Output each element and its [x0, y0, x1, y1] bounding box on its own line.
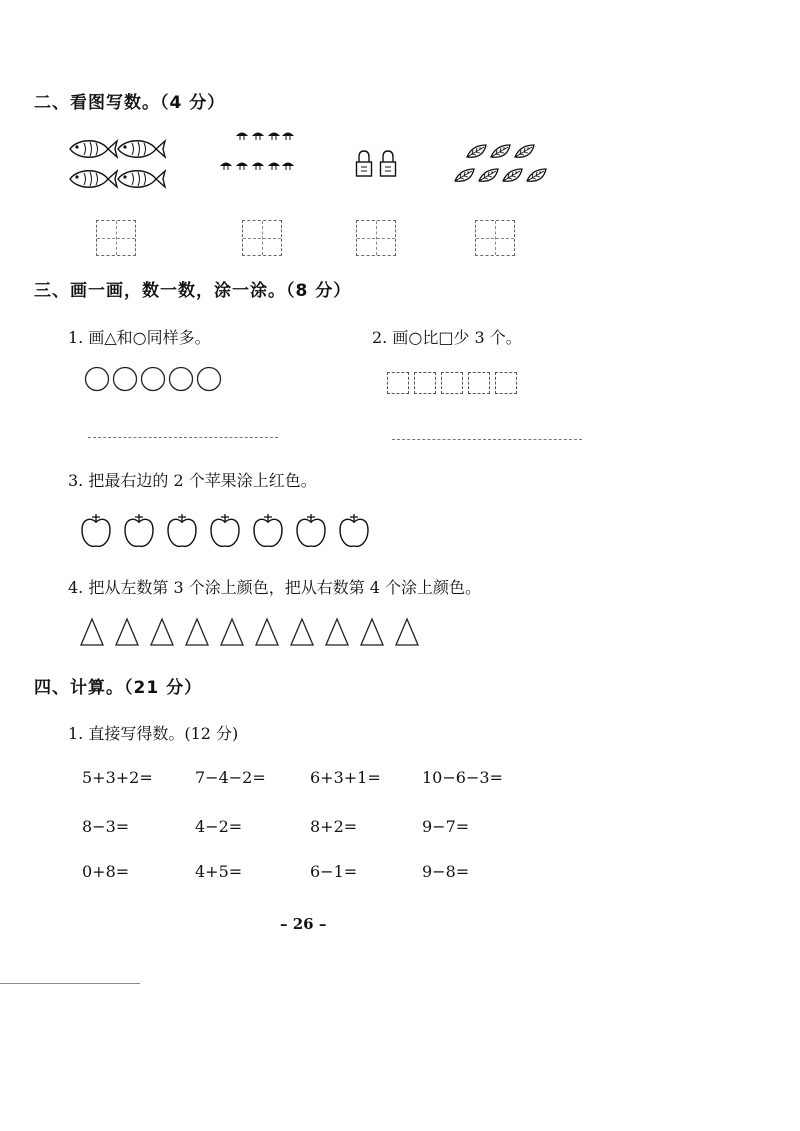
answer-box-mushroom[interactable] [242, 220, 282, 256]
leaf-icon [479, 169, 498, 181]
triangle-row [80, 618, 435, 650]
calc-item[interactable]: 9−7= [422, 817, 470, 836]
leaf-icon [491, 145, 510, 157]
answer-box-lock[interactable] [356, 220, 396, 256]
apple-icon[interactable] [211, 514, 239, 546]
answer-line-3-1[interactable] [88, 437, 278, 438]
calc-item[interactable]: 4−2= [195, 817, 243, 836]
calc-item[interactable]: 9−8= [422, 862, 470, 881]
calc-item[interactable]: 10−6−3= [422, 768, 503, 787]
circle-row [84, 366, 234, 394]
triangle-icon[interactable] [186, 619, 208, 645]
lock-picture [356, 150, 406, 182]
question-3-1: 1. 画△和○同样多。 [68, 328, 211, 347]
apple-icon[interactable] [297, 514, 325, 546]
mushroom-icon [220, 163, 232, 171]
mushroom-picture [218, 130, 308, 180]
leaf-picture [452, 144, 552, 192]
triangle-icon[interactable] [361, 619, 383, 645]
mushroom-icon [236, 163, 248, 171]
question-3-3: 3. 把最右边的 2 个苹果涂上红色。 [68, 471, 317, 490]
triangle-icon[interactable] [256, 619, 278, 645]
mushroom-icon [252, 133, 264, 141]
triangle-icon[interactable] [221, 619, 243, 645]
fish-icon [70, 171, 117, 188]
fish-icon [118, 141, 165, 158]
fish-icon [70, 141, 117, 158]
page-number: – 26 – [280, 915, 327, 933]
apple-icon[interactable] [254, 514, 282, 546]
answer-box-fish[interactable] [96, 220, 136, 256]
mushroom-icon [236, 133, 248, 141]
apple-icon[interactable] [82, 514, 110, 546]
apple-icon[interactable] [125, 514, 153, 546]
section-4-title: 四、计算。（21 分） [34, 678, 203, 698]
triangle-icon[interactable] [81, 619, 103, 645]
section-2-title: 二、看图写数。（4 分） [34, 93, 226, 113]
calc-item[interactable]: 7−4−2= [195, 768, 266, 787]
question-3-2: 2. 画○比□少 3 个。 [372, 328, 522, 347]
triangle-icon[interactable] [326, 619, 348, 645]
answer-box-leaf[interactable] [475, 220, 515, 256]
square-icon [468, 372, 490, 394]
question-3-4: 4. 把从左数第 3 个涂上颜色，把从右数第 4 个涂上颜色。 [68, 578, 482, 597]
fish-icon [118, 171, 165, 188]
calc-item[interactable]: 0+8= [82, 862, 130, 881]
lock-icon [357, 151, 372, 176]
circle-icon [86, 368, 109, 391]
apple-icon[interactable] [168, 514, 196, 546]
fish-picture [68, 136, 168, 196]
scan-edge-line [0, 983, 140, 984]
triangle-icon[interactable] [151, 619, 173, 645]
mushroom-icon [268, 133, 280, 141]
leaf-icon [515, 145, 534, 157]
triangle-icon[interactable] [291, 619, 313, 645]
calc-item[interactable]: 6+3+1= [310, 768, 381, 787]
answer-line-3-2[interactable] [392, 439, 582, 440]
leaf-icon [467, 145, 486, 157]
leaf-icon [455, 169, 474, 181]
apple-row [80, 510, 370, 552]
section-3-title: 三、画一画，数一数，涂一涂。（8 分） [34, 281, 352, 301]
calc-item[interactable]: 6−1= [310, 862, 358, 881]
mushroom-icon [252, 163, 264, 171]
square-icon [387, 372, 409, 394]
circle-icon [198, 368, 221, 391]
square-icon [414, 372, 436, 394]
circle-icon [114, 368, 137, 391]
circle-icon [170, 368, 193, 391]
leaf-icon [527, 169, 546, 181]
triangle-icon[interactable] [116, 619, 138, 645]
mushroom-icon [282, 133, 294, 141]
square-icon [441, 372, 463, 394]
mushroom-icon [268, 163, 280, 171]
apple-icon[interactable] [340, 514, 368, 546]
calc-item[interactable]: 8+2= [310, 817, 358, 836]
calc-item[interactable]: 4+5= [195, 862, 243, 881]
circle-icon [142, 368, 165, 391]
square-icon [495, 372, 517, 394]
leaf-icon [503, 169, 522, 181]
calc-item[interactable]: 8−3= [82, 817, 130, 836]
mushroom-icon [282, 163, 294, 171]
lock-icon [381, 151, 396, 176]
triangle-icon[interactable] [396, 619, 418, 645]
calc-item[interactable]: 5+3+2= [82, 768, 153, 787]
question-4-1: 1. 直接写得数。(12 分) [68, 724, 239, 743]
